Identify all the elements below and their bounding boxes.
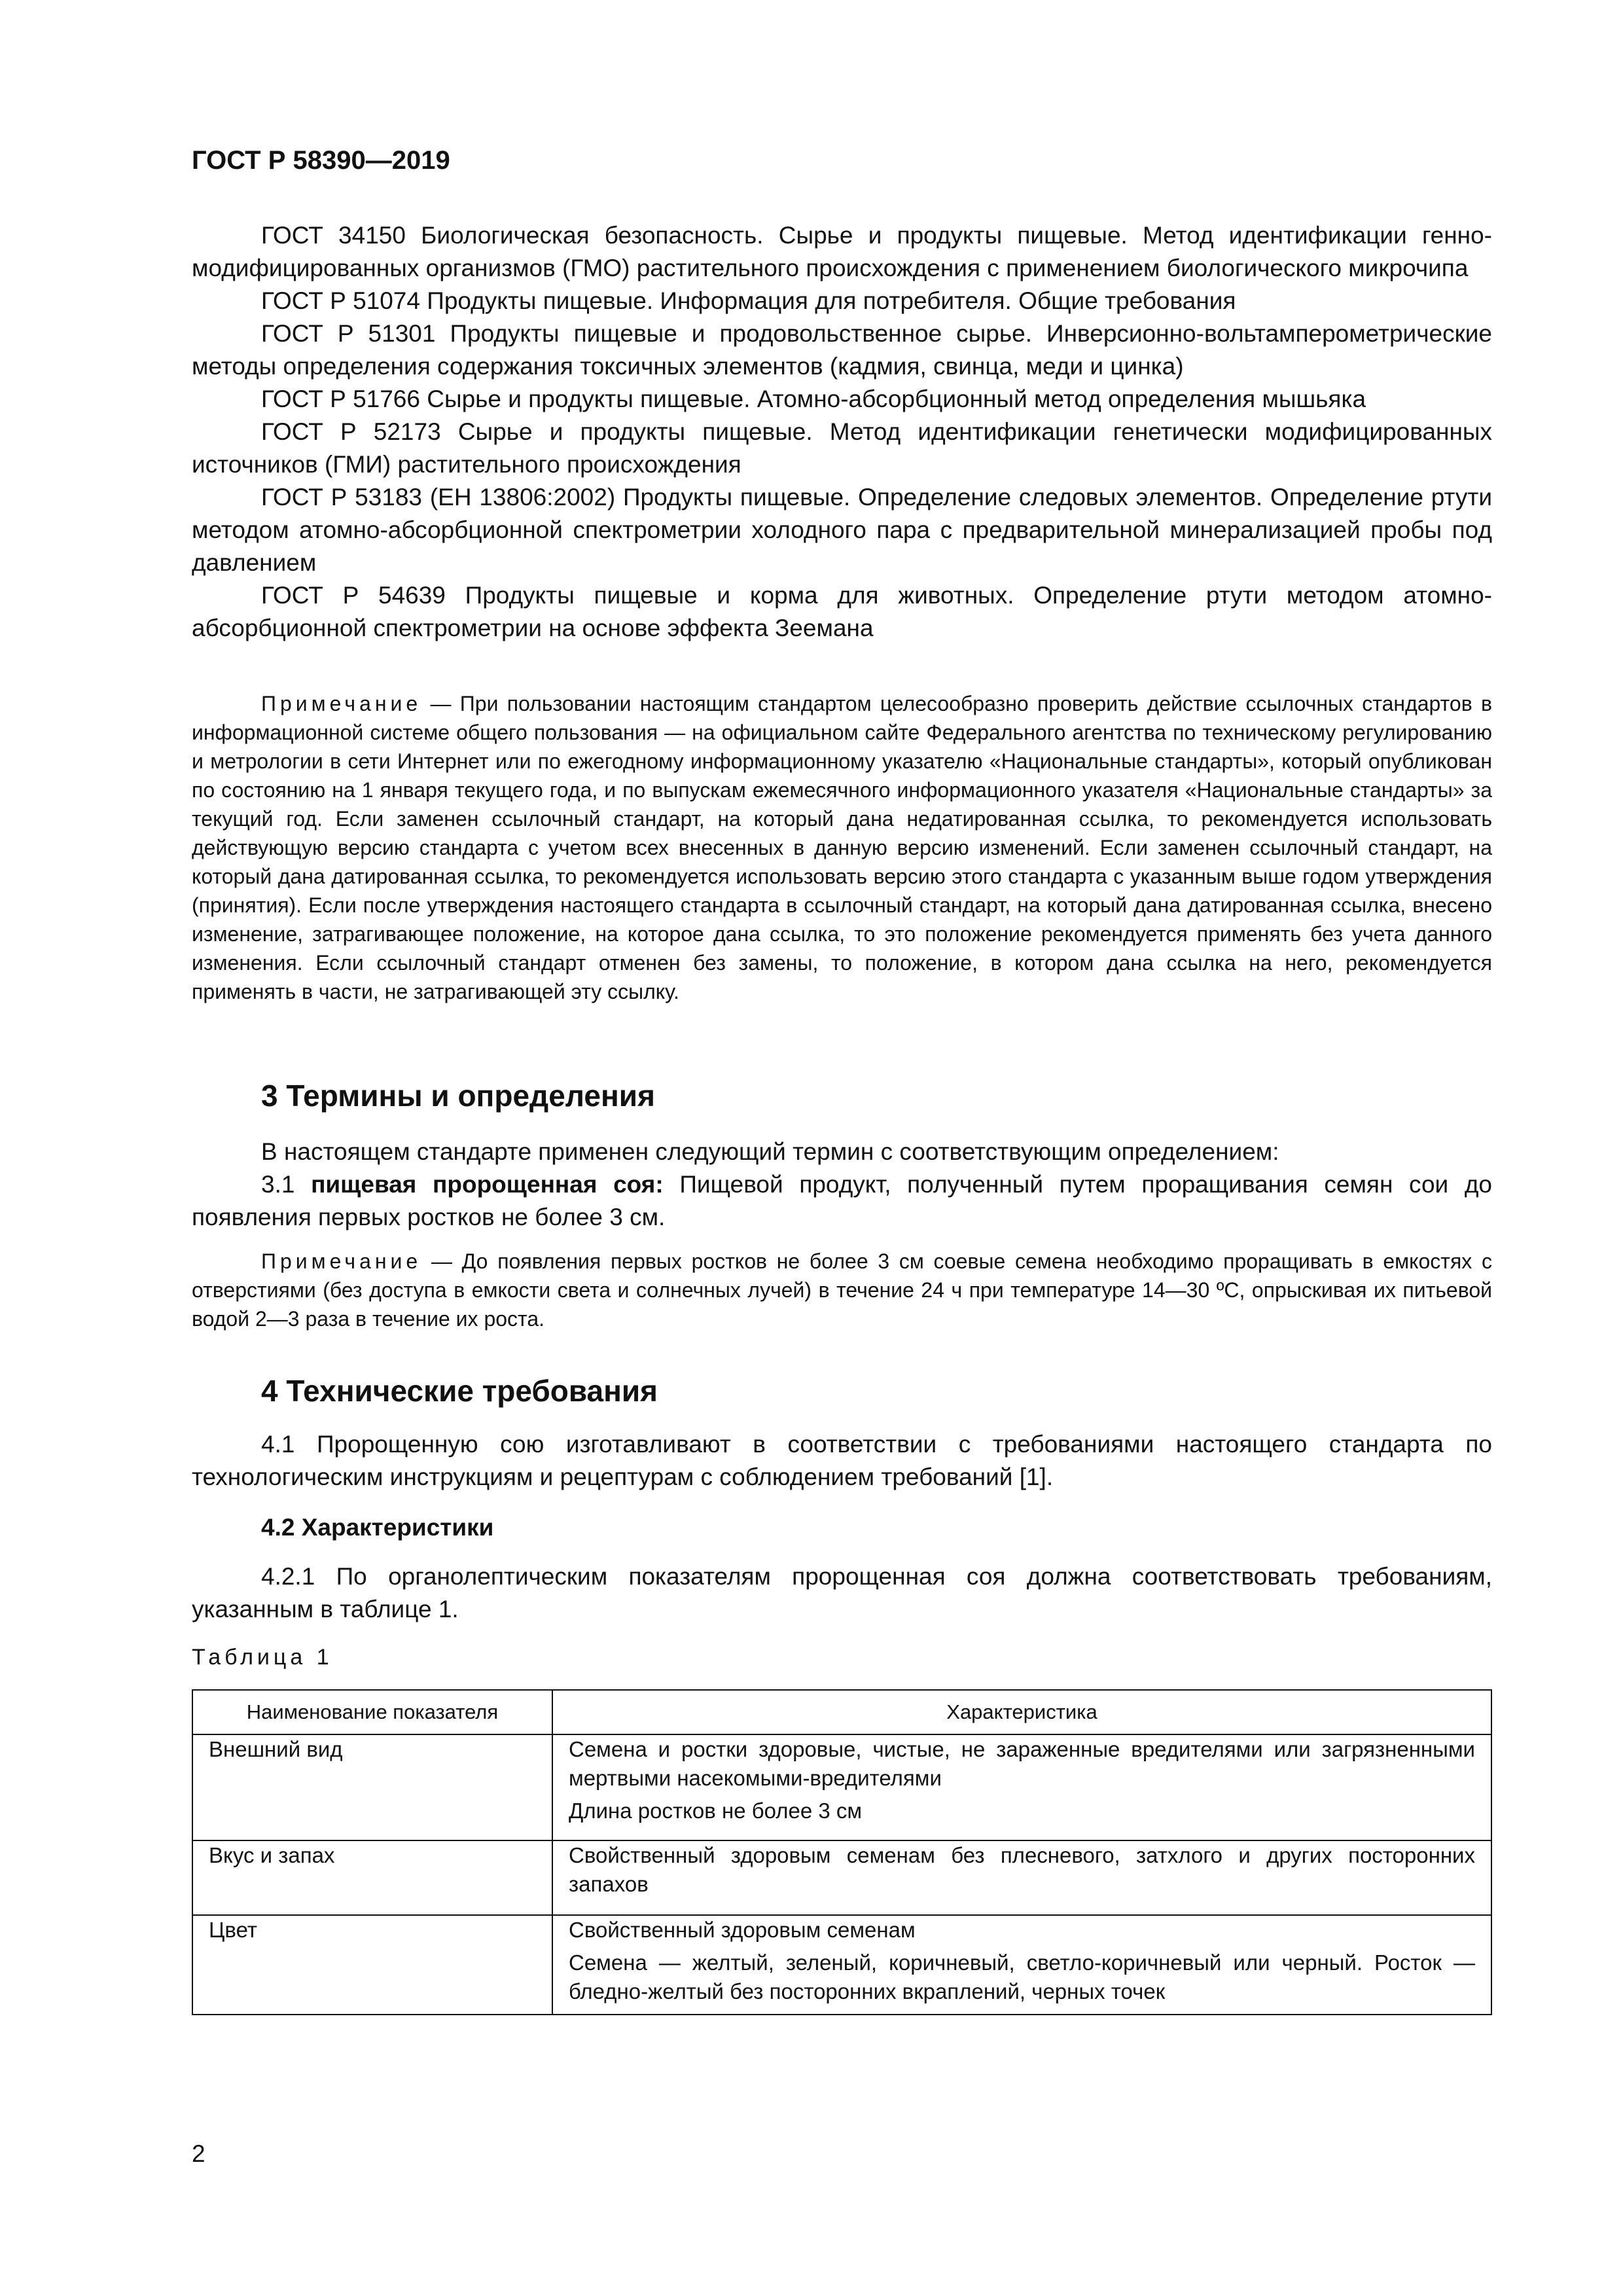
table-header-characteristic: Характеристика (552, 1690, 1491, 1734)
reference-item: ГОСТ Р 52173 Сырье и продукты пищевые. Метод идентификации генетически модифицированных источников (ГМИ) растительного происхождения (192, 418, 1492, 478)
table-cell-name: Внешний вид (192, 1734, 552, 1840)
reference-item: ГОСТ Р 54639 Продукты пищевые и корма для животных. Определение ртути методом атомно-абсорбционной спектрометрии на основе эффекта Зеемана (192, 582, 1492, 641)
note-text: — При пользовании настоящим стандартом целесообразно проверить действие ссылочных стандартов в информационной системе общего пользования — на официальном сайте Федерального агентства по техническому регулированию и метрологии в сети Интернет или по ежегодному информационному указателю «Национальные стандарты», который опубликован по состоянию на 1 января текущего года, и по выпускам ежемесячного информационного указателя «Национальные стандарты» за текущий год. Если заменен ссылочный стандарт, на который дана недатированная ссылка, то рекомендуется использовать действующую версию стандарта с учетом всех внесенных в данную версию изменений. Если заменен ссылочный стандарт, на который дана датированная ссылка, то рекомендуется использовать версию этого стандарта с указанным выше годом утверждения (принятия). Если после утверждения настоящего стандарта в ссылочный стандарт, на который дана датированная ссылка, внесено изменение, затрагивающее положение, на которое дана ссылка, то это положение рекомендуется применять без учета данного изменения. Если ссылочный стандарт отменен без замены, то положение, в котором дана ссылка на него, рекомендуется применять в части, не затрагивающей эту ссылку. (192, 692, 1493, 1003)
table-cell-characteristic: Свойственный здоровым семенам Семена — желтый, зеленый, коричневый, светло-коричневый или черный. Росток — бледно-желтый без посторонних вкраплений, черных точек (552, 1915, 1491, 2015)
reference-item: ГОСТ Р 51766 Сырье и продукты пищевые. Атомно-абсорбционный метод определения мышьяка (261, 386, 1366, 412)
subsection-4-2-title: 4.2 Характеристики (261, 1514, 494, 1541)
table-caption: Таблица 1 (192, 1645, 333, 1670)
section-4-title: 4 Технические требования (261, 1374, 658, 1408)
table-row (192, 1915, 1491, 2015)
term-note (192, 1247, 1492, 1333)
section-3-title: 3 Термины и определения (261, 1079, 655, 1113)
reference-item: ГОСТ Р 51301 Продукты пищевые и продовольственное сырье. Инверсионно-вольтамперометрические методы определения содержания токсичных элементов (кадмия, свинца, меди и цинка) (192, 320, 1492, 380)
page-number: 2 (192, 2140, 205, 2167)
note-label: Примечание (261, 692, 422, 715)
references-note (192, 689, 1492, 1006)
table-row (192, 1840, 1491, 1915)
reference-item: ГОСТ Р 51074 Продукты пищевые. Информация для потребителя. Общие требования (261, 287, 1236, 314)
table-cell-name: Вкус и запах (192, 1840, 552, 1915)
document-header-code: ГОСТ Р 58390—2019 (192, 146, 450, 175)
term: пищевая пророщенная соя: (311, 1171, 664, 1198)
term-definition: 3.1 пищевая пророщенная соя: Пищевой продукт, полученный путем проращивания семян сои до появления первых ростков не более 3 см. (192, 1171, 1493, 1230)
organoleptic-table (192, 1689, 1492, 2015)
table-header-name: Наименование показателя (192, 1690, 552, 1734)
table-cell-characteristic: Свойственный здоровым семенам без плесневого, затхлого и других посторонних запахов (552, 1840, 1491, 1915)
reference-item: ГОСТ Р 53183 (ЕН 13806:2002) Продукты пищевые. Определение следовых элементов. Определение ртути методом атомно-абсорбционной спектрометрии холодного пара с предварительной минерализацией пробы под давлением (192, 484, 1492, 576)
note-text: — До появления первых ростков не более 3 см соевые семена необходимо проращивать в емкостях с отверстиями (без доступа в емкости света и солнечных лучей) в течение 24 ч при температуре 14—30 ºС, опрыскивая их питьевой водой 2—3 раза в течение их роста. (192, 1249, 1493, 1331)
section-4-para-2: 4.2.1 По органолептическим показателям пророщенная соя должна соответствовать требованиям, указанным в таблице 1. (192, 1563, 1492, 1623)
section-3-body (192, 1136, 1492, 1234)
table-cell-name: Цвет (192, 1915, 552, 2015)
section-4-para-1: 4.1 Пророщенную сою изготавливают в соответствии с требованиями настоящего стандарта по технологическим инструкциям и рецептурам с соблюдением требований [1]. (192, 1431, 1492, 1490)
note-label: Примечание (261, 1249, 422, 1273)
reference-item: ГОСТ 34150 Биологическая безопасность. Сырье и продукты пищевые. Метод идентификации генно-модифицированных организмов (ГМО) растительного происхождения с применением биологического микрочипа (192, 222, 1492, 281)
table-header-row (192, 1690, 1491, 1734)
section-3-intro: В настоящем стандарте применен следующий термин с соответствующим определением: (261, 1138, 1279, 1165)
table-row (192, 1734, 1491, 1840)
references-list (192, 219, 1492, 645)
table-cell-characteristic: Семена и ростки здоровые, чистые, не зараженные вредителями или загрязненными мертвыми насекомыми-вредителями Длина ростков не более 3 см (552, 1734, 1491, 1840)
